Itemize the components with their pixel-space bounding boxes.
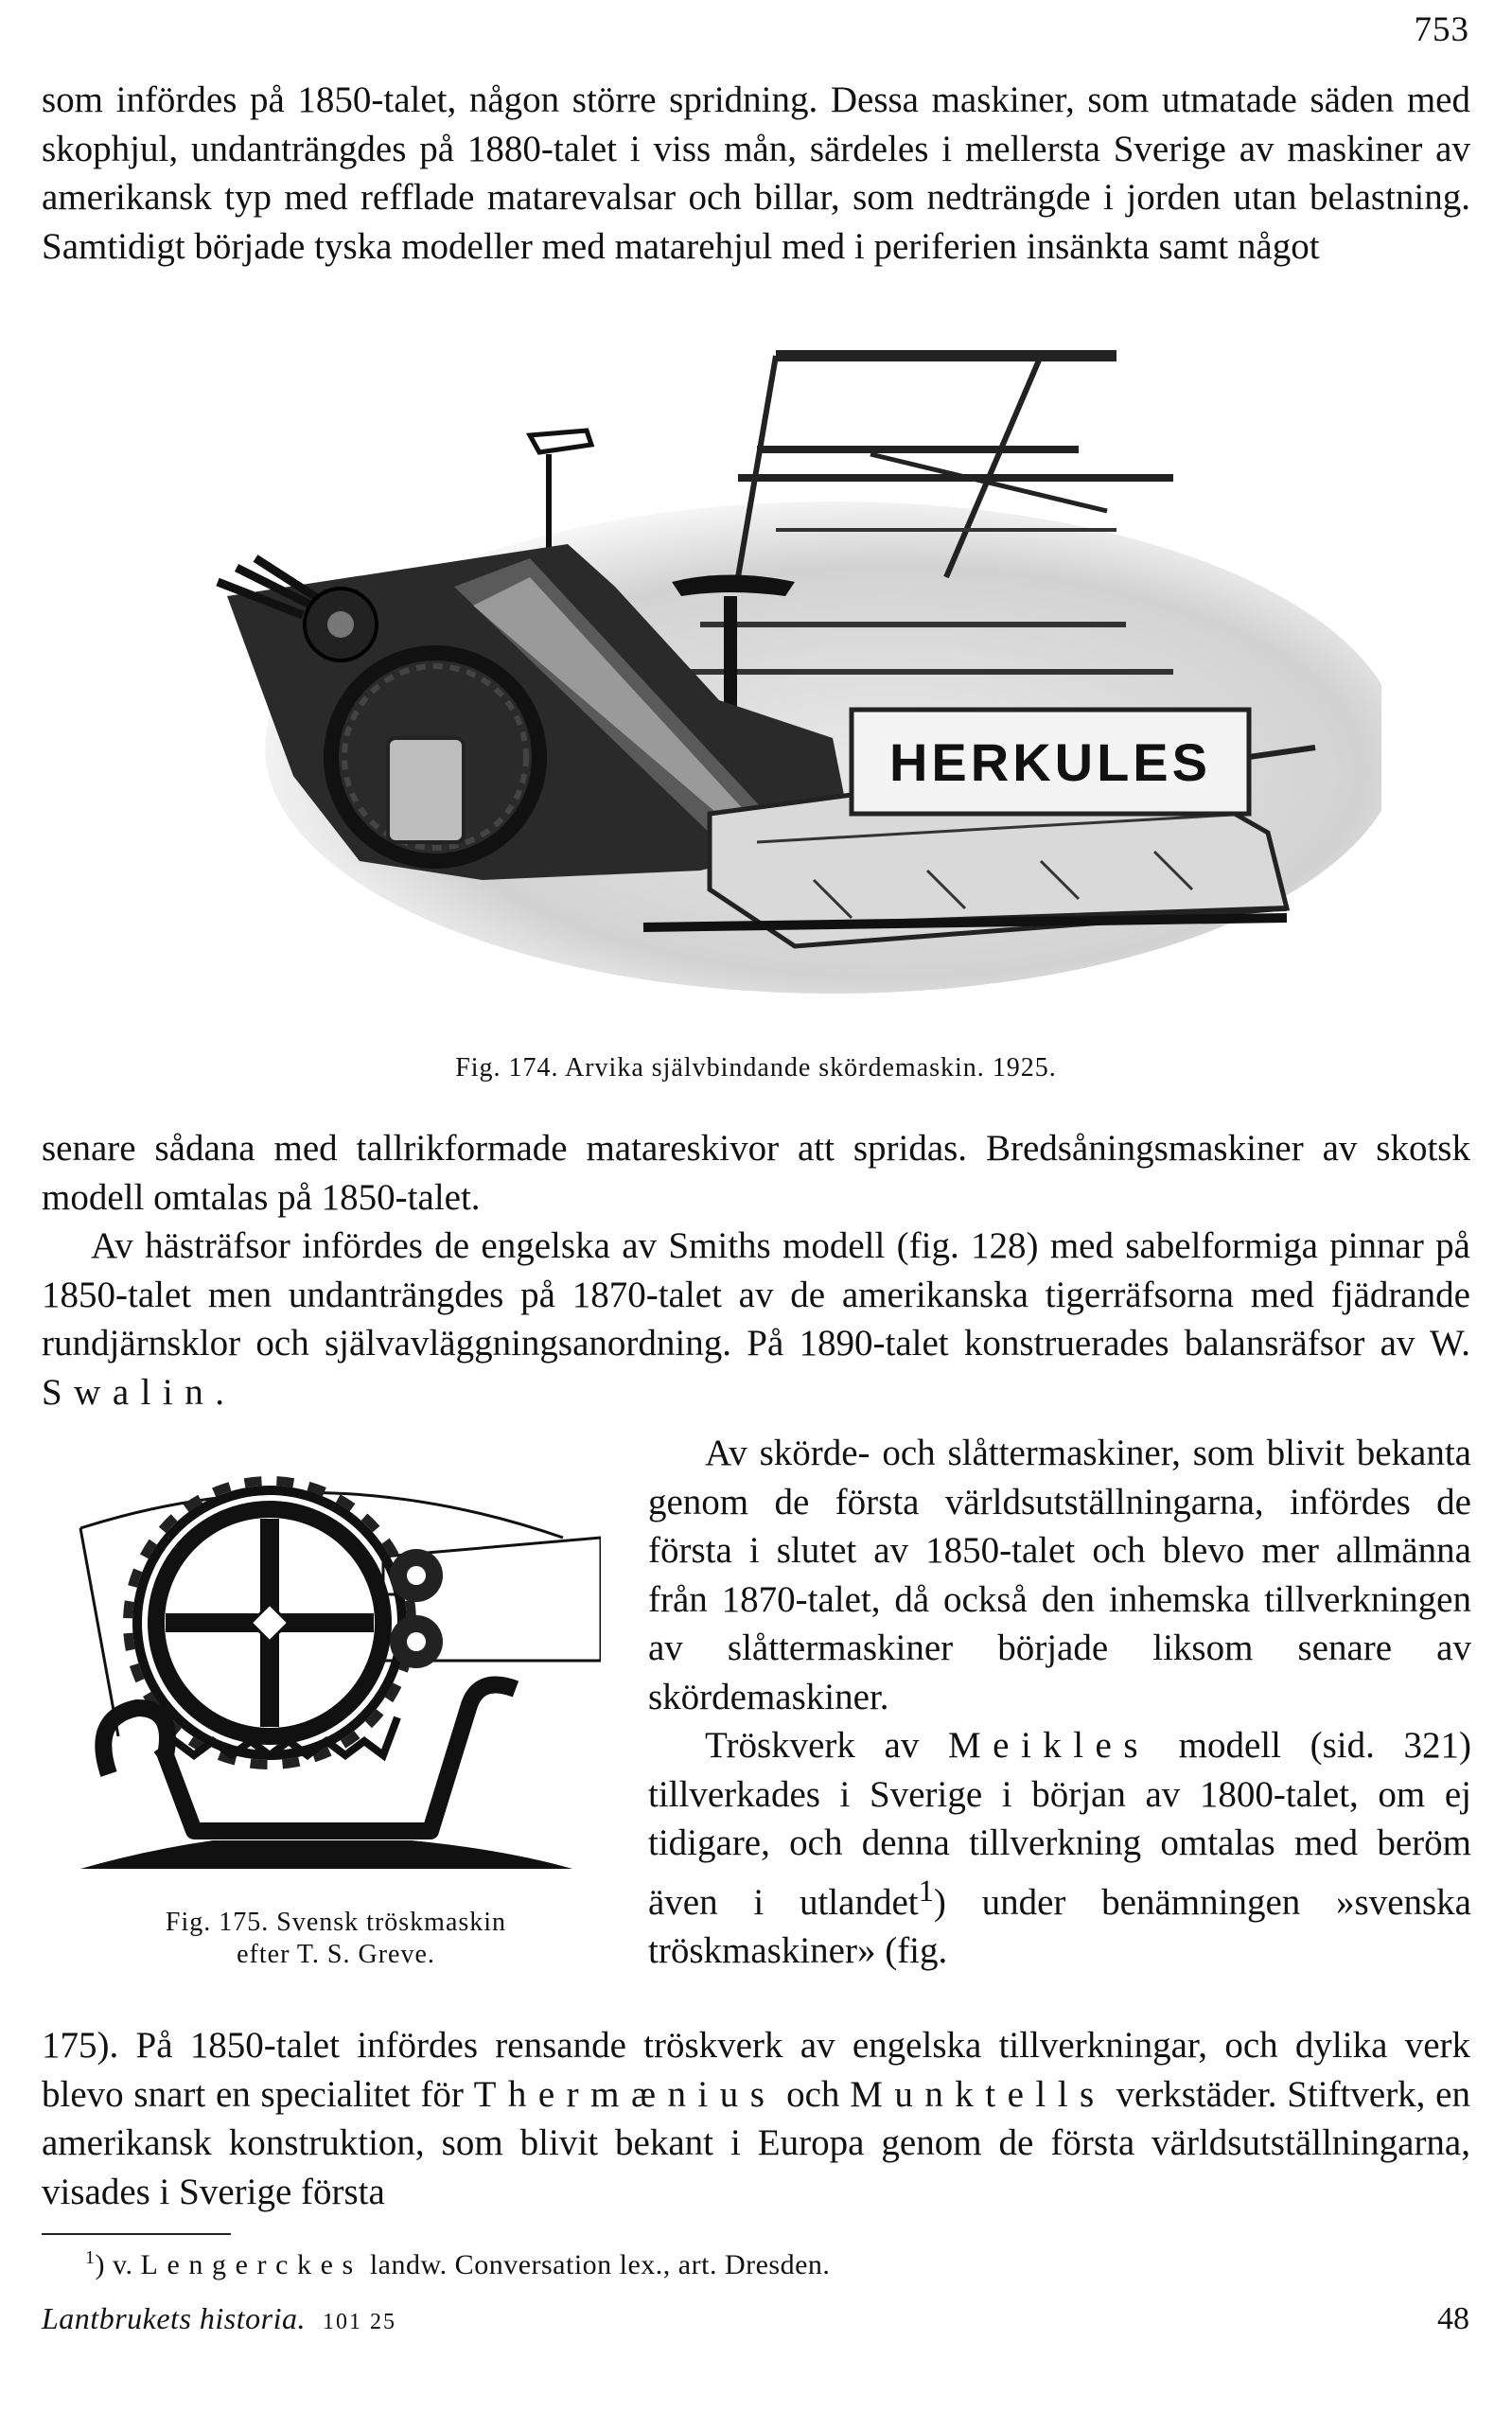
paragraph-harvesters: Av skörde- och slåttermaskiner, som blivit bekanta genom de första världsutställningarna, infördes de första i slutet av 1850-talet och blevo mer allmänna från 1870-talet, då också den inhemska tillverkningen av slåttermaskiner började liksom senare av skördemaskiner. — [648, 1433, 1471, 1717]
threshers-text-a: Tröskverk av — [705, 1725, 948, 1766]
footer-signature-code: 101 25 — [322, 2310, 396, 2334]
footer-book-title: Lantbrukets historia. — [42, 2301, 306, 2335]
figure-174-caption: Fig. 174. Arvika självbindande skördemaskin. 1925. — [455, 1053, 1057, 1082]
paragraph-horse-rakes — [42, 1222, 1470, 1417]
paragraph-broadcast-seeders: senare sådana med tallrikformade matareskivor att spridas. Bredsåningsmaskiner av skotsk modell omtalas på 1850-talet. — [42, 1128, 1470, 1218]
footnote-reference: 1 — [918, 1874, 934, 1909]
cleaning-text-a: 175). På 1850-talet infördes rensande tröskverk av engelska tillverkningar, och dylika verk blevo snart en specialitet för — [42, 2025, 1470, 2115]
cleaning-text-b: och — [776, 2073, 851, 2115]
footnote-text-b: landw. Conversation lex., art. Dresden. — [361, 2249, 831, 2280]
text-block-top — [42, 76, 1470, 271]
footnote-text-a: ) v. — [95, 2249, 141, 2280]
paragraph-cleaning-threshers — [42, 2021, 1470, 2216]
figure-175-caption — [71, 1907, 601, 1971]
person-name-swalin: Swalin — [42, 1371, 216, 1413]
company-name-thermaenius: Thermænius — [473, 2073, 777, 2115]
figure-175-threshing-machine-illustration — [71, 1471, 601, 1888]
text-block-middle — [42, 1124, 1470, 1417]
paragraph-threshers — [648, 1721, 1471, 1976]
text-block-wrapped — [648, 1429, 1471, 1976]
threshers-text-b: modell (sid. 321) tillverkades i Sverige i början av 1800-talet, om ej tidigare, och denna tillverkning omtalas med beröm även i utlandet — [648, 1725, 1471, 1923]
cleaning-text-c: verkstäder. Stiftverk, en amerikansk konstruktion, som blivit bekant i Europa genom de första världsutställningarna, visades i Sverige första — [42, 2073, 1470, 2212]
rakes-text-end: . — [215, 1371, 224, 1413]
company-name-munktells: Munktells — [850, 2073, 1106, 2115]
footnote-divider — [42, 2233, 231, 2235]
herkules-sign-text: HERKULES — [888, 732, 1212, 792]
rakes-text: Av hästräfsor infördes de engelska av Smiths modell (fig. 128) med sabelformiga pinnar på 1850-talet men undanträngdes på 1870-talet av de amerikanska tigerräfsorna med fjädrande rundjärnsklor och självavläggningsanordning. På 1890-talet konstruerades balansräfsor av W. — [42, 1225, 1470, 1364]
page-number: 753 — [1414, 10, 1469, 49]
paragraph-seed-drills: som infördes på 1850-talet, någon större spridning. Dessa maskiner, som utmatade säden med skophjul, undanträngdes på 1880-talet i viss mån, särdeles i mellersta Sverige av maskiner av amerikansk typ med refflade matarevalsar och billar, som nedträngde i jorden utan belastning. Samtidigt började tyska modeller med matarehjul med i periferien insänkta samt något — [42, 79, 1470, 267]
threshers-text-c: ) under benämningen »svenska tröskmaskiner» (fig. — [648, 1881, 1471, 1971]
text-block-bottom — [42, 2021, 1470, 2216]
figure-175-caption-line-2: efter T. S. Greve. — [237, 1940, 435, 1969]
figure-174-harvester-illustration — [170, 341, 1381, 1031]
footer-sheet-number: 48 — [1437, 2301, 1469, 2336]
footer-title — [42, 2301, 396, 2336]
footnote — [85, 2247, 830, 2281]
footnote-author-lengerckes: Lengerckes — [140, 2249, 362, 2280]
figure-175-caption-line-1: Fig. 175. Svensk tröskmaskin — [165, 1908, 507, 1937]
person-name-meikles: Meikles — [948, 1725, 1151, 1766]
footnote-mark: 1 — [85, 2247, 96, 2268]
